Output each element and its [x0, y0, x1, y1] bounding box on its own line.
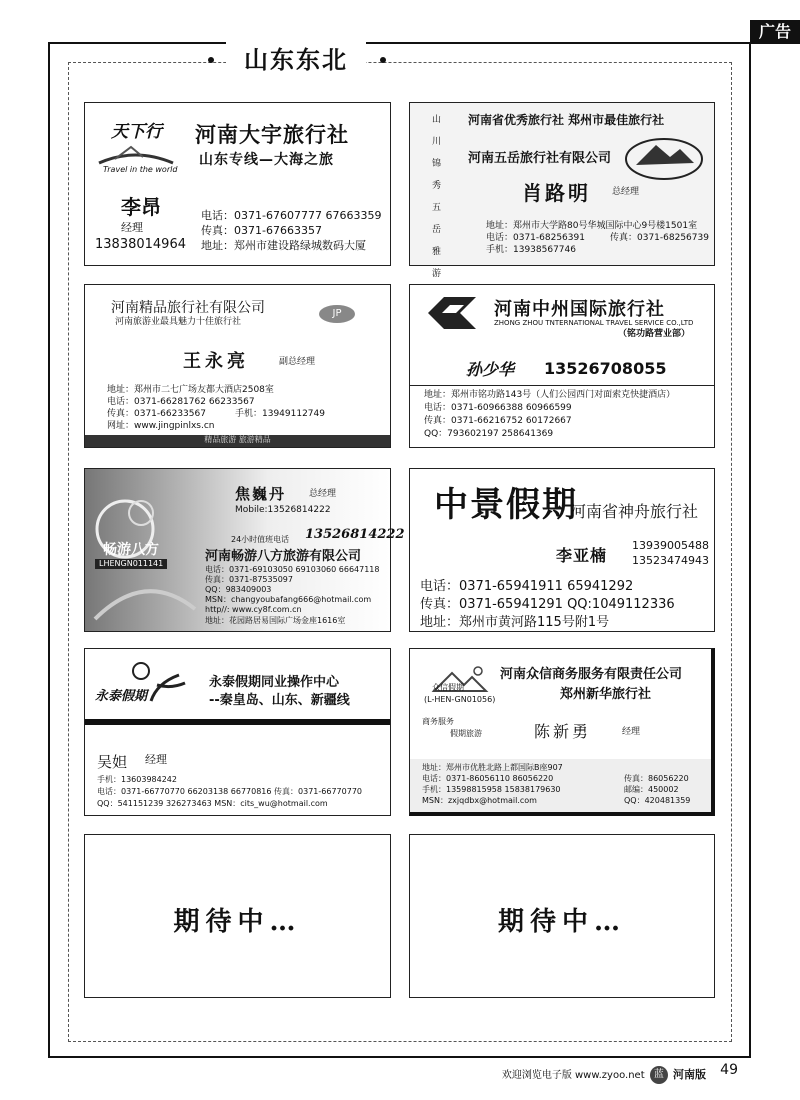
- wuyue-phone: 电话：0371-68256391: [486, 233, 585, 243]
- wuyue-address: 地址：郑州市大学路80号华城国际中心9号楼1501室: [486, 221, 698, 231]
- dayu-logo-sub: Travel in the world: [103, 165, 178, 174]
- changyou-fax: 传真：0371-87535097: [205, 575, 293, 584]
- yongtai-phone: 电话：0371-66770770 66203138 66770816 传真：0371-66770770: [97, 787, 362, 796]
- zhongzhou-company-en: ZHONG ZHOU TNTERNATIONAL TRAVEL SERVICE CO.,LTD: [494, 319, 694, 327]
- jingpin-bottom-bar: 精品旅游 旅游精品: [85, 435, 390, 447]
- changyou-mobile: Mobile:13526814222: [235, 505, 331, 515]
- card-zhongzhou: [409, 284, 715, 386]
- placeholder-left-text: 期待中…: [173, 907, 302, 937]
- yongtai-title: 经理: [145, 753, 167, 766]
- jingpin-web: 网址：www.jingpinlxs.cn: [107, 421, 215, 431]
- changyou-title: 总经理: [309, 489, 337, 499]
- jingpin-title: 副总经理: [279, 357, 316, 367]
- yongtai-divider: [85, 719, 390, 725]
- zhongzhou-branch: （铭功路营业部）: [618, 329, 691, 339]
- wuyue-mobile: 手机：13938567746: [486, 245, 576, 255]
- zhongxin-person: 陈新勇: [534, 722, 592, 741]
- changyou-company: 河南畅游八方旅游有限公司: [205, 549, 362, 564]
- shenzhou-fax: 传真：0371-65941291 QQ:1049112336: [420, 597, 675, 612]
- shenzhou-mobile2: 13523474943: [632, 554, 709, 567]
- jingpin-mobile: 手机：13949112749: [235, 409, 325, 419]
- changyou-msn: MSN：changyoubafang666@hotmail.com: [205, 595, 372, 604]
- jingpin-badge: JP: [319, 305, 355, 323]
- dayu-mobile: 13838014964: [95, 237, 186, 252]
- changyou-web: http//: www.cy8f.com.cn: [205, 605, 302, 614]
- changyou-hotline-label: 24小时值班电话: [231, 535, 290, 544]
- zhongxin-title: 经理: [622, 727, 641, 737]
- footer-text: 欢迎浏览电子版 www.zyoo.net: [501, 1070, 645, 1081]
- zhongxin-company: 河南众信商务服务有限责任公司: [500, 667, 683, 682]
- shenzhou-logo-text: 中景假期: [434, 485, 578, 525]
- changyou-license: LHENGN011141: [95, 559, 167, 569]
- zhongzhou-card-bottom: [409, 385, 715, 448]
- zhongxin-logo-text: 众信假期: [432, 683, 464, 692]
- ad-label: 广告: [750, 20, 800, 44]
- dayu-address: 地址：郑州市建设路绿城数码大厦: [201, 239, 366, 252]
- dayu-logo-text: 天下行: [111, 122, 162, 142]
- zhongxin-services1: 商务服务: [422, 717, 454, 726]
- card-placeholder-right: [409, 834, 715, 998]
- wuyue-top-line: 河南省优秀旅行社 郑州市最佳旅行社: [468, 113, 665, 127]
- zhongxin-phone: 电话：0371-86056110 86056220: [422, 774, 554, 783]
- card-jingpin: [84, 284, 391, 448]
- wuyue-side-text: 山川锦秀五岳雅游: [432, 115, 442, 279]
- dayu-company: 河南大宇旅行社: [195, 123, 349, 147]
- wuyue-mountain-icon: [622, 133, 706, 183]
- shenzhou-mobile1: 13939005488: [632, 539, 709, 552]
- zhongxin-mobile: 手机：13598815958 15838179630: [422, 785, 561, 794]
- zhongxin-address: 地址：郑州市优胜北路上都国际B座907: [422, 763, 563, 772]
- yongtai-logo-text: 永泰假期: [95, 689, 148, 704]
- changyou-qq: QQ：983409003: [205, 585, 272, 594]
- yongtai-qq: QQ：541151239 326273463 MSN：cits_wu@hotmail.com: [97, 799, 328, 808]
- dayu-phone: 电话：0371-67607777 67663359: [201, 209, 382, 222]
- dayu-fax: 传真：0371-67663357: [201, 224, 322, 237]
- zhongzhou-fax: 传真：0371-66216752 60172667: [424, 416, 572, 426]
- changyou-person: 焦巍丹: [235, 485, 287, 503]
- wuyue-person: 肖路明: [522, 181, 591, 205]
- card-yongtai: [84, 648, 391, 816]
- placeholder-right-text: 期待中…: [497, 907, 626, 937]
- jingpin-company: 河南精品旅行社有限公司: [111, 300, 265, 316]
- zhongxin-sub: 郑州新华旅行社: [560, 687, 652, 702]
- zhongxin-msn: MSN：zxjqdbx@hotmail.com: [422, 796, 537, 805]
- changyou-logo-text: 畅游八方: [103, 542, 159, 558]
- footer-edition: 河南版: [673, 1068, 706, 1081]
- zhongzhou-company: 河南中州国际旅行社: [494, 299, 665, 320]
- wuyue-title: 总经理: [612, 187, 640, 197]
- page-number: 49: [720, 1062, 738, 1078]
- title-dot-right: [380, 57, 386, 63]
- yongtai-routes: --秦皇岛、山东、新疆线: [209, 693, 350, 708]
- title-dot-left: [208, 57, 214, 63]
- dayu-slogan: 山东专线—大海之旅: [199, 152, 334, 168]
- zhongxin-services2: 假期旅游: [450, 729, 482, 738]
- jingpin-fax: 传真：0371-66233567: [107, 409, 206, 419]
- card-shenzhou: [409, 468, 715, 632]
- wuyue-company: 河南五岳旅行社有限公司: [468, 151, 612, 166]
- footer: [502, 1066, 706, 1084]
- zhongzhou-person: 孙少华: [466, 360, 515, 379]
- card-dayu: [84, 102, 391, 266]
- yongtai-mobile: 手机：13603984242: [97, 775, 177, 784]
- jingpin-person: 王永亮: [183, 351, 249, 372]
- zhongzhou-address: 地址：郑州市铭功路143号（人们公园西门对面索克快捷酒店）: [424, 390, 676, 400]
- zhongzhou-qq: QQ：793602197 258641369: [424, 429, 554, 439]
- changyou-hotline: 13526814222: [305, 527, 405, 542]
- shenzhou-person: 李亚楠: [556, 546, 608, 565]
- yongtai-person: 吴妲: [97, 753, 128, 771]
- dayu-title: 经理: [121, 221, 143, 234]
- zhongxin-qq: QQ：420481359: [624, 796, 691, 805]
- shenzhou-address: 地址：郑州市黄河路115号附1号: [420, 615, 610, 630]
- card-wuyue: [409, 102, 715, 279]
- section-title: 山东东北: [226, 42, 366, 78]
- wuyue-fax: 传真：0371-68256739: [610, 233, 709, 243]
- card-changyou: [84, 468, 405, 632]
- shenzhou-phone: 电话：0371-65941911 65941292: [420, 579, 634, 594]
- card-zhongxin: [409, 648, 715, 816]
- yongtai-center: 永泰假期同业操作中心: [209, 675, 340, 690]
- zhongzhou-mobile: 13526708055: [544, 359, 667, 378]
- changyou-phone: 电话：0371-69103050 69103060 66647118: [205, 565, 380, 574]
- changyou-address: 地址：花园路居易国际广场金座1616室: [205, 616, 346, 625]
- dayu-person: 李昂: [121, 195, 161, 219]
- zhongxin-license: (L-HEN-GN01056): [424, 695, 496, 704]
- jingpin-slogan: 河南旅游业最具魅力十佳旅行社: [115, 317, 242, 327]
- zhongzhou-logo-icon: [424, 293, 480, 333]
- zhongxin-fax: 传真：86056220: [624, 774, 689, 783]
- zhongxin-zip: 邮编：450002: [624, 785, 679, 794]
- jingpin-address: 地址：郑州市二七广场友都大酒店2508室: [107, 385, 274, 395]
- zhongzhou-phone: 电话：0371-60966388 60966599: [424, 403, 572, 413]
- footer-logo-icon: 蓝: [650, 1066, 668, 1084]
- shenzhou-company: 河南省神舟旅行社: [570, 502, 699, 521]
- jingpin-phone: 电话：0371-66281762 66233567: [107, 397, 255, 407]
- card-placeholder-left: [84, 834, 391, 998]
